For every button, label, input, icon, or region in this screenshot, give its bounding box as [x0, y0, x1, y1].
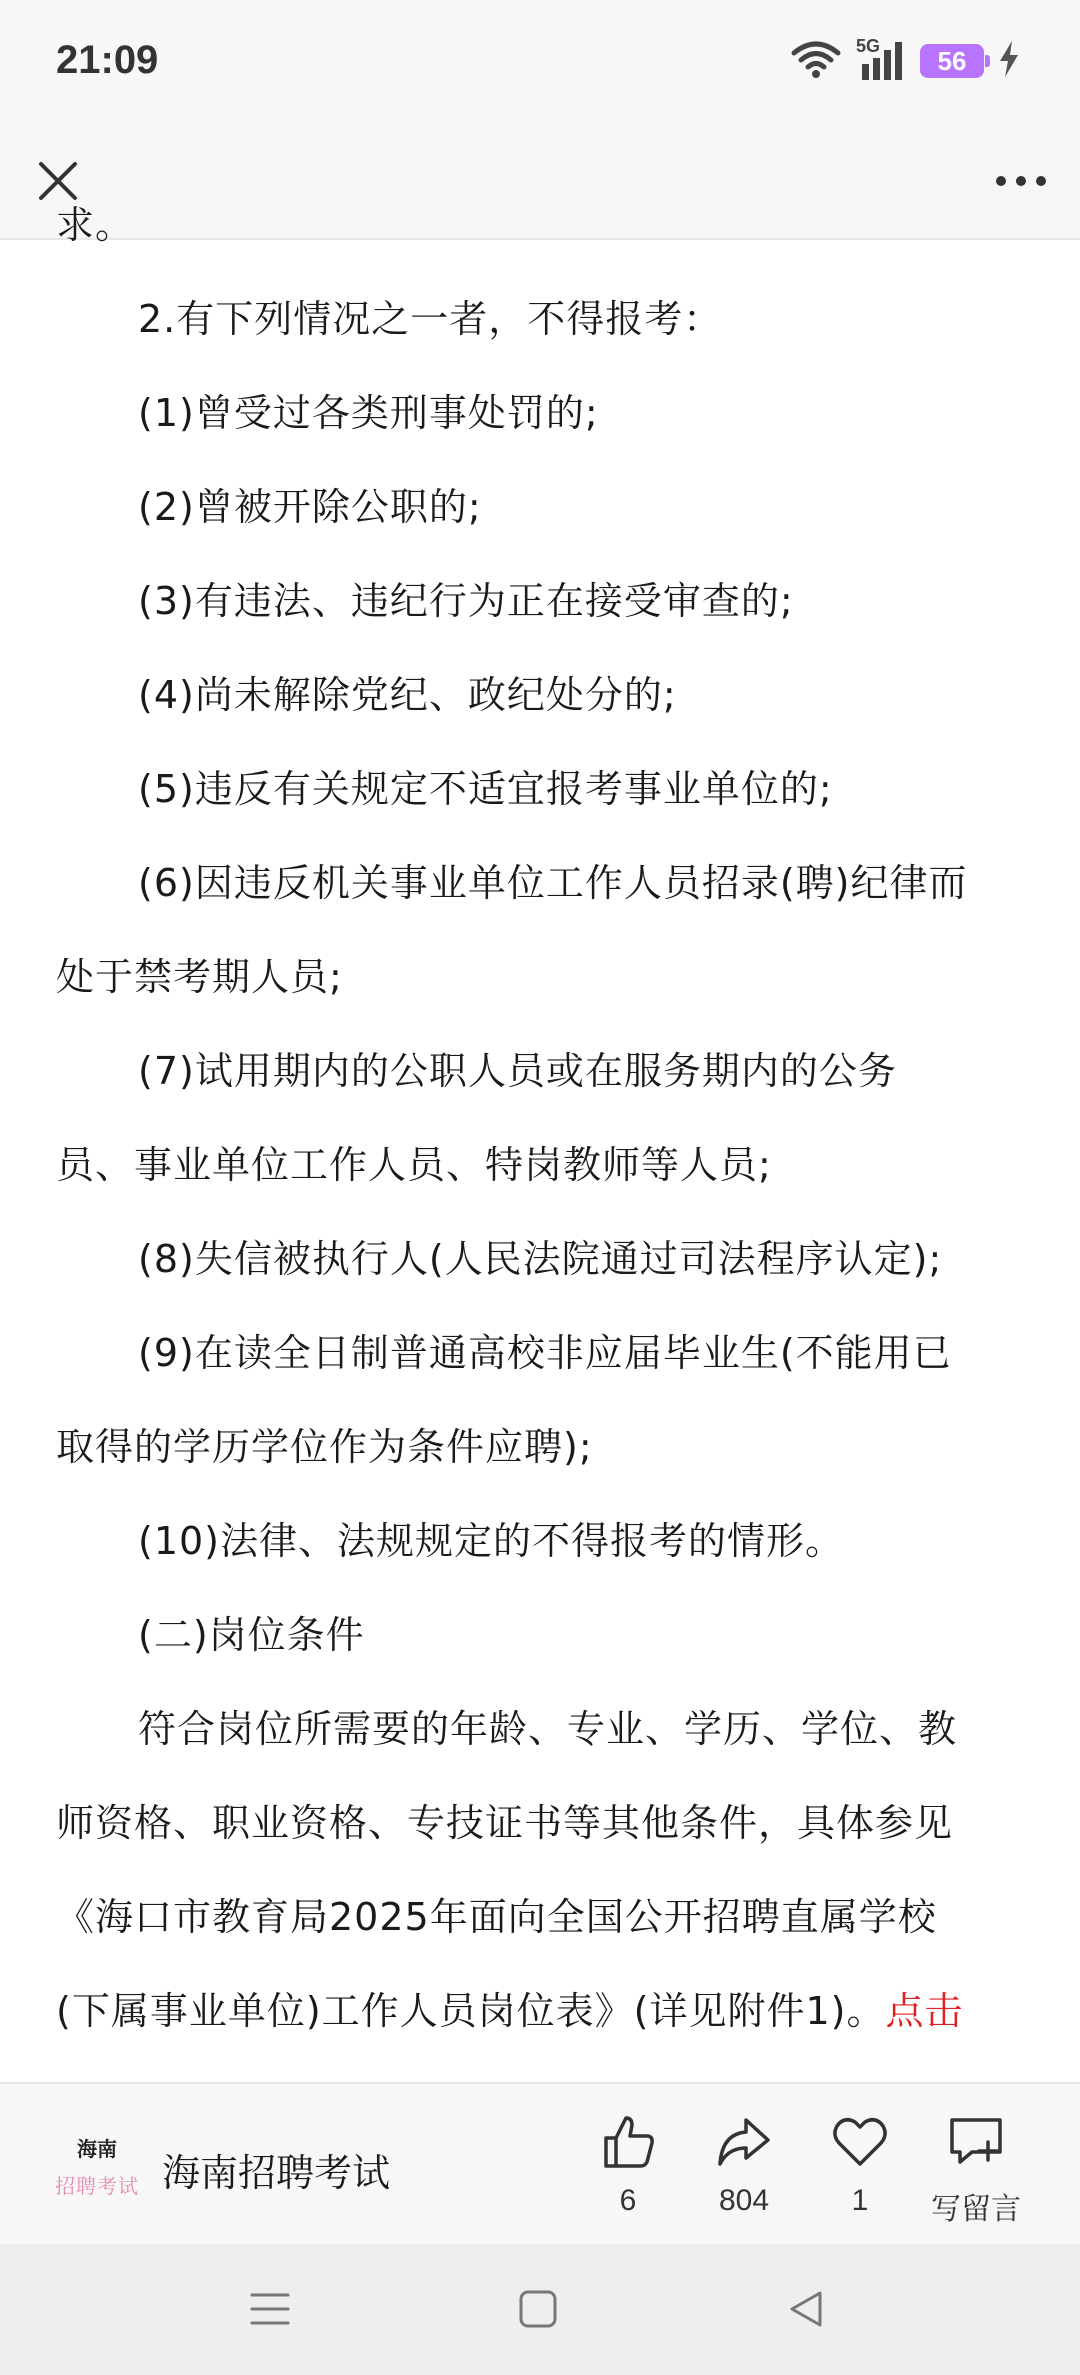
article-paragraph: (2)曾被开除公职的; — [138, 485, 482, 529]
status-bar — [0, 0, 1080, 125]
click-link[interactable]: 点击 — [885, 1989, 964, 2033]
favorite-count: 1 — [851, 2184, 869, 2217]
article-paragraph: (二)岗位条件 — [138, 1613, 365, 1657]
status-icons — [790, 36, 1020, 86]
battery-icon — [920, 44, 984, 78]
article-paragraph: 师资格、职业资格、专技证书等其他条件，具体参见 — [56, 1801, 954, 1845]
article-paragraph: (3)有违法、违纪行为正在接受审查的; — [138, 579, 794, 623]
menu-icon — [250, 2291, 290, 2327]
article-paragraph: 取得的学历学位作为条件应聘); — [56, 1425, 593, 1469]
status-time: 21:09 — [56, 38, 159, 82]
heart-icon — [830, 2112, 890, 2172]
article-content[interactable] — [0, 203, 1080, 2082]
home-square-icon — [518, 2289, 558, 2329]
home-button[interactable] — [508, 2284, 568, 2334]
wifi-icon — [790, 39, 842, 83]
battery-level: 56 — [937, 45, 967, 76]
network-type-label: 5G — [856, 36, 881, 56]
account-logo-text: 海南 — [77, 2137, 117, 2161]
article-paragraph: 2.有下列情况之一者，不得报考： — [138, 297, 723, 341]
article-paragraph: (1)曾受过各类刑事处罚的; — [138, 391, 599, 435]
comment-add-icon — [946, 2112, 1006, 2172]
article-paragraph: 处于禁考期人员; — [56, 955, 343, 999]
article-paragraph: (7)试用期内的公职人员或在服务期内的公务 — [138, 1049, 897, 1093]
share-icon — [714, 2112, 774, 2172]
thumbs-up-icon — [598, 2112, 658, 2172]
share-button[interactable] — [684, 2104, 804, 2224]
bottom-action-bar — [0, 2082, 1080, 2244]
cellular-signal-icon — [856, 36, 906, 82]
back-button[interactable] — [776, 2284, 836, 2334]
share-count: 804 — [718, 2184, 770, 2217]
article-text-fragment: 求。 — [56, 203, 135, 247]
article-paragraph-text: (下属事业单位)工作人员岗位表》(详见附件1)。 — [56, 1989, 886, 2033]
write-comment-label: 写留言 — [931, 2192, 1021, 2227]
article-paragraph: 员、事业单位工作人员、特岗教师等人员; — [56, 1143, 772, 1187]
account-name[interactable]: 海南招聘考试 — [162, 2151, 391, 2195]
favorite-button[interactable] — [800, 2104, 920, 2224]
article-paragraph: (6)因违反机关事业单位工作人员招录(聘)纪律而 — [138, 861, 968, 905]
like-count: 6 — [619, 2184, 637, 2217]
article-paragraph: (10)法律、法规规定的不得报考的情形。 — [138, 1519, 845, 1563]
system-navigation-bar — [0, 2244, 1080, 2375]
charging-icon — [998, 41, 1020, 81]
article-paragraph: (8)失信被执行人(人民法院通过司法程序认定); — [138, 1237, 943, 1281]
write-comment-button[interactable] — [916, 2104, 1036, 2227]
article-paragraph: (4)尚未解除党纪、政纪处分的; — [138, 673, 677, 717]
article-paragraph-last — [56, 1964, 1024, 2058]
article-paragraph: 符合岗位所需要的年龄、专业、学历、学位、教 — [138, 1707, 958, 1751]
back-triangle-icon — [786, 2289, 826, 2329]
account-avatar[interactable] — [52, 2126, 142, 2206]
like-button[interactable] — [568, 2104, 688, 2224]
article-paragraph: (5)违反有关规定不适宜报考事业单位的; — [138, 767, 833, 811]
recent-apps-button[interactable] — [240, 2284, 300, 2334]
article-paragraph: 《海口市教育局2025年面向全国公开招聘直属学校 — [56, 1895, 937, 1939]
article-paragraph: (9)在读全日制普通高校非应届毕业生(不能用已 — [138, 1331, 952, 1375]
account-logo-subtext: 招聘考试 — [55, 2174, 139, 2198]
